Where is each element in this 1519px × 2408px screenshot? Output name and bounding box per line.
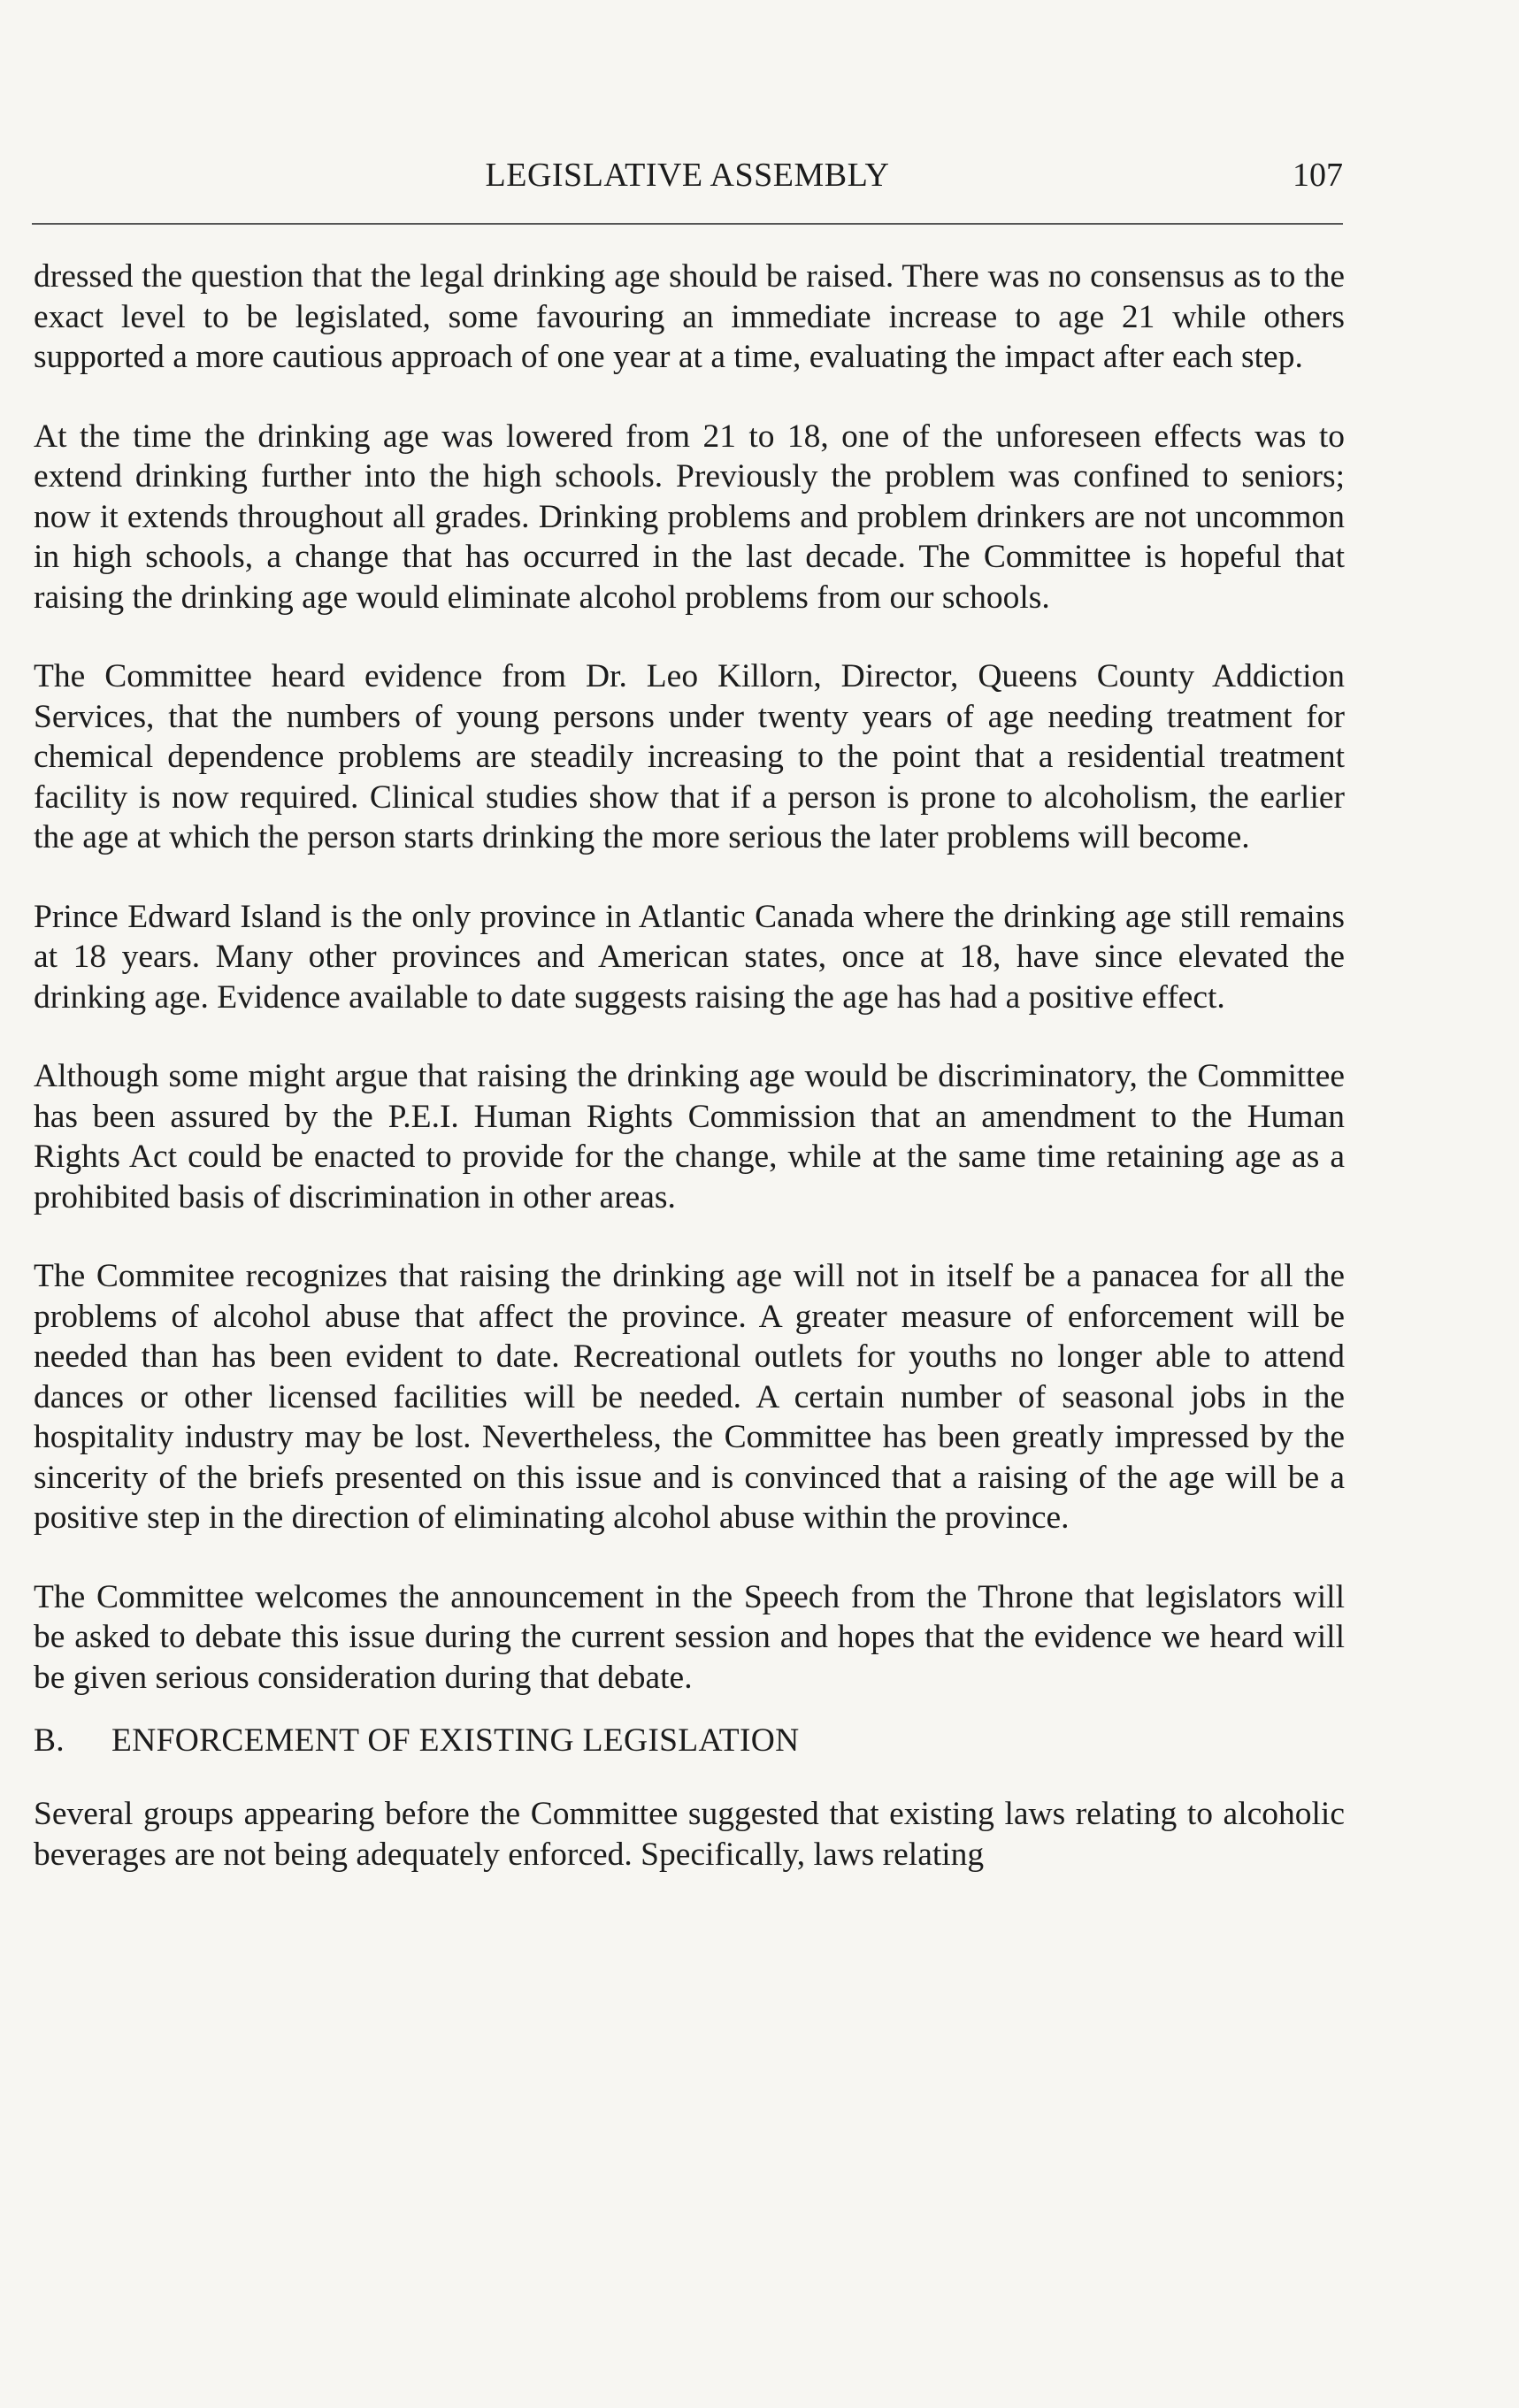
paragraph-atlantic-canada: Prince Edward Island is the only province in Atlantic Canada where the drinking age still remains at 18 years. Many other provinces and American states, once at 18, have since elevated the drinking age. Evidence available to date suggests raising the age has had a positive effect. (34, 898, 1345, 1016)
header-rule (32, 223, 1343, 225)
paragraph-drinking-age-lowered: At the time the drinking age was lowered from 21 to 18, one of the unforeseen effects was to extend drinking further into the high schools. Previously the problem was confined to seniors; now it extends throughout all grades. Drinking problems and problem drinkers are not uncommon in high schools, a change that has occurred in the last decade. The Committee is hopeful that raising the drinking age would eliminate alcohol problems from our schools. (34, 418, 1345, 616)
section-title: ENFORCEMENT OF EXISTING LEGISLATION (111, 1722, 800, 1759)
running-header (32, 149, 1343, 202)
paragraph-continuation: dressed the question that the legal drinking age should be raised. There was no consensus as to the exact level to be legislated, some favouring an immediate increase to age 21 while others supported a more cautious approach of one year at a time, evaluating the impact after each step. (34, 258, 1345, 375)
section-heading-b (34, 1721, 1345, 1760)
section-letter: B. (34, 1722, 65, 1759)
running-title: LEGISLATIVE ASSEMBLY (485, 157, 890, 194)
paragraph-enforcement: Several groups appearing before the Committee suggested that existing laws relating to alcoholic beverages are not being adequately enforced. Specifically, laws relating (34, 1796, 1345, 1873)
paragraph-panacea: The Commitee recognizes that raising the drinking age will not in itself be a panacea for all the problems of alcohol abuse that affect the province. A greater measure of enforcement will be needed than has been evident to date. Recreational outlets for youths no longer able to attend dances or other licensed facilities will be needed. A certain number of seasonal jobs in the hospitality industry may be lost. Nevertheless, the Committee has been greatly impressed by the sincerity of the briefs presented on this issue and is convinced that a raising of the age will be a positive step in the direction of eliminating alcohol abuse within the province. (34, 1258, 1345, 1536)
paragraph-speech-from-throne: The Committee welcomes the announcement in the Speech from the Throne that legislators will be asked to debate this issue during the current session and hopes that the evidence we heard will be given serious consideration during that debate. (34, 1578, 1345, 1696)
paragraph-human-rights: Although some might argue that raising the drinking age would be discriminatory, the Committee has been assured by the P.E.I. Human Rights Commission that an amendment to the Human Rights Act could be enacted to provide for the change, while at the same time retaining age as a prohibited basis of discrimination in other areas. (34, 1058, 1345, 1216)
page-number: 107 (1293, 157, 1343, 194)
body-text (34, 257, 1345, 1913)
paragraph-killorn-evidence: The Committee heard evidence from Dr. Leo Killorn, Director, Queens County Addiction Services, that the numbers of young persons under twenty years of age needing treatment for chemical dependence problems are steadily increasing to the point that a residential treatment facility is now required. Clinical studies show that if a person is prone to alcoholism, the earlier the age at which the person starts drinking the more serious the later problems will become. (34, 658, 1345, 855)
